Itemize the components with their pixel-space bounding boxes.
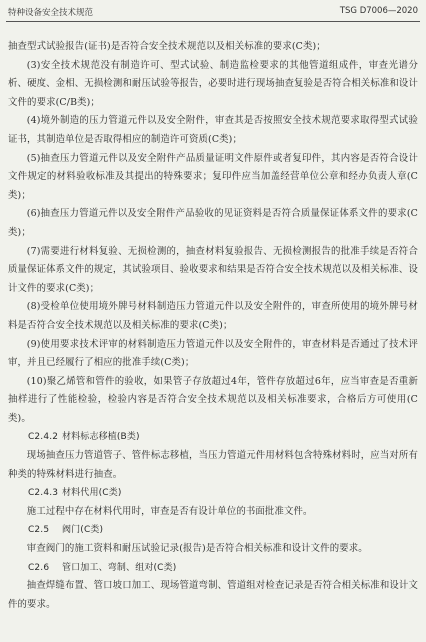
- body-paragraph: 现场抽查压力管道管子、管件标志移植，当压力管道元件用材料包含特殊材料时，应当对所有种类的特殊材料进行抽查。: [8, 450, 418, 480]
- page-header: [0, 0, 426, 22]
- body-paragraph: 抽查焊缝布置、管口坡口加工、现场管道弯制、管道组对检查记录是否符合相关标准和设计文件的要求。: [8, 580, 418, 610]
- body-paragraph: (8)受检单位使用境外牌号材料制造压力管道元件以及安全附件的，审查所使用的境外牌号材料是否符合安全技术规范以及相关标准的要求(C类)；: [8, 301, 418, 331]
- section-number: C2.4.2: [28, 432, 59, 443]
- section-number: C2.6: [28, 562, 50, 573]
- section-heading: [8, 484, 418, 503]
- body-paragraph: (7)需要进行材料复验、无损检测的，抽查材料复验报告、无损检测报告的批准手续是否符合质量保证体系文件的规定，其试验项目、验收要求和结果是否符合安全技术规范以及相关标准、设计文件的要求(C类)；: [8, 245, 418, 294]
- body-paragraph: (6)抽查压力管道元件以及安全附件产品验收的见证资料是否符合质量保证体系文件的要求(C类)；: [8, 208, 418, 238]
- section-heading: [8, 559, 418, 578]
- header-standard-code: TSG D7006—2020: [339, 6, 418, 16]
- section-heading: [8, 428, 418, 447]
- body-paragraph: (4)境外制造的压力管道元件以及安全附件，审查其是否按照安全技术规范要求取得型式试验证书，其制造单位是否取得相应的制造许可资质(C类)；: [8, 115, 418, 145]
- body-paragraph: (5)抽查压力管道元件以及安全附件产品质量证明文件原件或者复印件，其内容是否符合设计文件规定的材料验收标准及其提出的特殊要求；复印件应当加盖经营单位公章和经办负责人章(C类)；: [8, 152, 418, 201]
- body-paragraph: 审查阀门的施工资料和耐压试验记录(报告)是否符合相关标准和设计文件的要求。: [26, 543, 368, 555]
- body-paragraph: (3)安全技术规范没有制造许可、型式试验、制造监检要求的其他管道组成件，审查光谱分析、硬度、金相、无损检测和耐压试验等报告，必要时进行现场抽查复验是否符合相关标准和设计文件的要求(C/B类)；: [8, 59, 418, 108]
- section-title: 材料标志移植(B类): [62, 432, 140, 443]
- document-body: [8, 38, 418, 614]
- section-title: 管口加工、弯制、组对(C类): [62, 562, 177, 573]
- section-title: 阀门(C类): [62, 525, 104, 536]
- section-title: 材料代用(C类): [62, 488, 122, 499]
- header-divider: [6, 21, 420, 22]
- section-number: C2.5: [28, 525, 50, 536]
- section-number: C2.4.3: [28, 488, 59, 499]
- section-heading: [8, 521, 418, 540]
- body-paragraph: (10)聚乙烯管和管件的验收，如果管子存放超过4年，管件存放超过6年，应当审查是否重新抽样进行了性能检验，检验内容是否符合安全技术规范以及相关标准要求，合格后方可使用(C类)。: [8, 375, 418, 424]
- body-paragraph: 施工过程中存在材料代用时，审查是否有设计单位的书面批准文件。: [26, 505, 313, 517]
- body-paragraph: (9)使用要求技术评审的材料制造压力管道元件以及安全附件的，审查材料是否通过了技术评审，并且已经履行了相应的批准手续(C类)；: [8, 338, 418, 369]
- header-standard-title: 特种设备安全技术规范: [8, 8, 94, 18]
- body-paragraph: 抽查型式试验报告(证书)是否符合安全技术规范以及相关标准的要求(C类)；: [8, 41, 326, 52]
